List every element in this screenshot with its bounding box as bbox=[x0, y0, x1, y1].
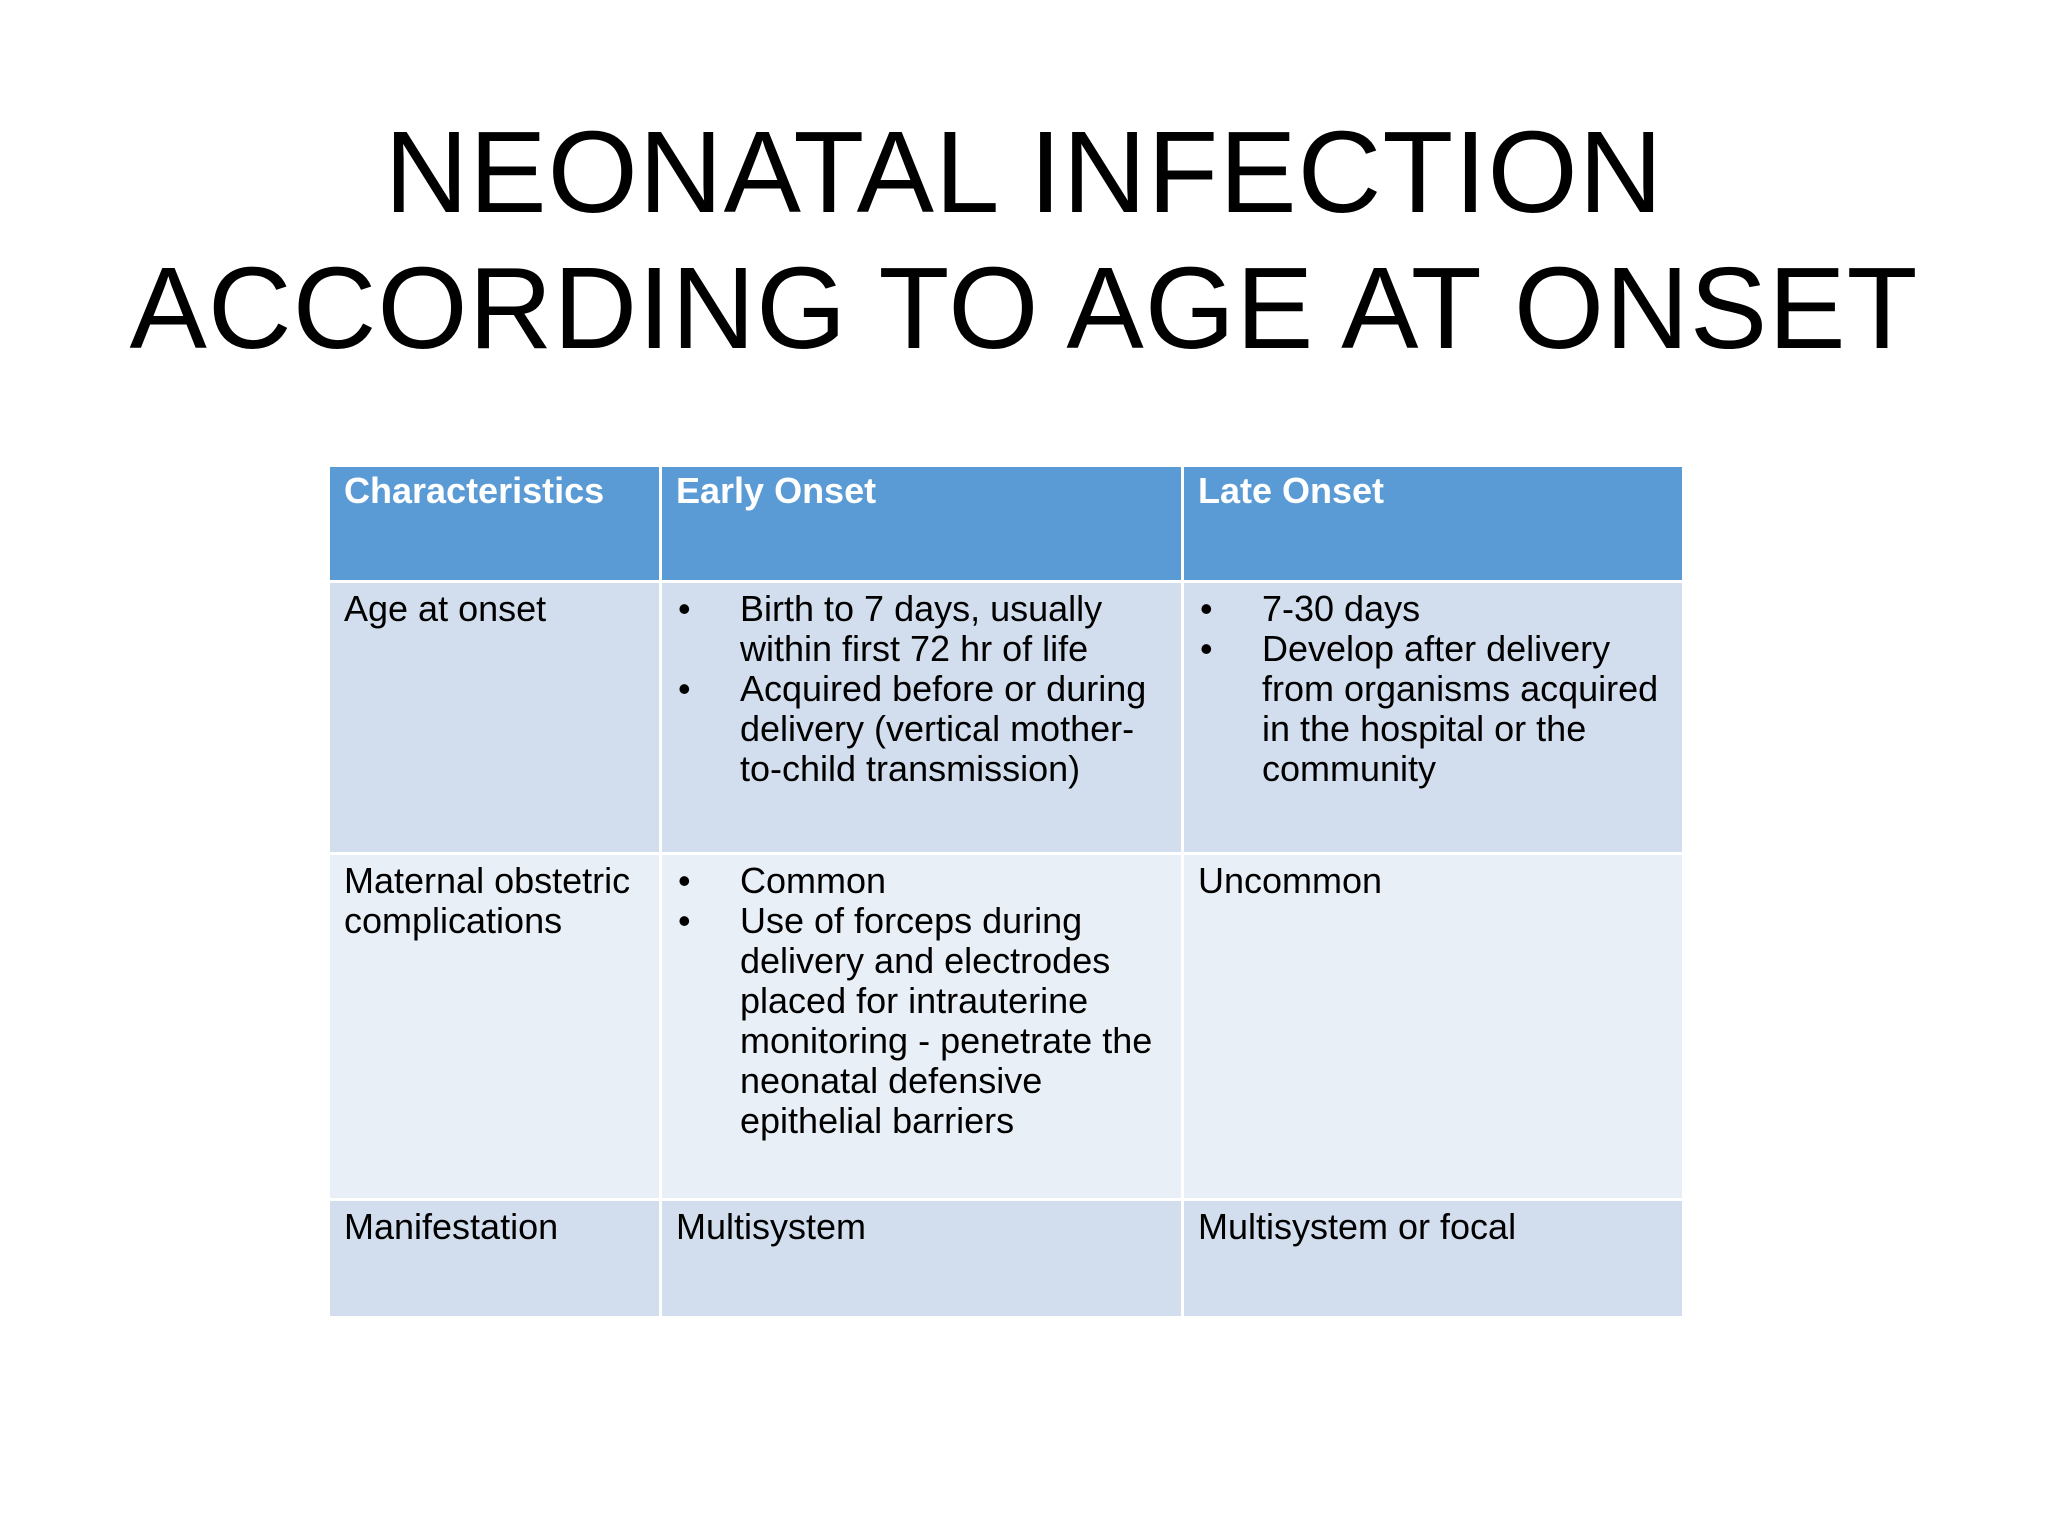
characteristic-cell: Maternal obstetric complications bbox=[329, 854, 661, 1200]
characteristic-cell: Manifestation bbox=[329, 1200, 661, 1318]
table-row bbox=[329, 854, 1684, 1200]
late-onset-cell: Multisystem or focal bbox=[1183, 1200, 1684, 1318]
header-late-onset: Late Onset bbox=[1183, 466, 1684, 582]
table-header-row bbox=[329, 466, 1684, 582]
early-onset-cell bbox=[661, 854, 1183, 1200]
list-item: • Use of forceps during delivery and electrodes placed for intrauterine monitoring - penetrate the neonatal defensive epithelial barriers bbox=[676, 901, 1167, 1141]
neonatal-onset-table bbox=[327, 464, 1685, 1319]
slide-title bbox=[0, 104, 2048, 376]
early-onset-list bbox=[676, 861, 1167, 1141]
late-onset-cell: Uncommon bbox=[1183, 854, 1684, 1200]
late-onset-list bbox=[1198, 589, 1668, 789]
table-row bbox=[329, 582, 1684, 854]
title-line-1: NEONATAL INFECTION bbox=[384, 107, 1664, 237]
early-onset-list bbox=[676, 589, 1167, 789]
early-onset-cell bbox=[661, 582, 1183, 854]
list-item: • Acquired before or during delivery (vertical mother-to-child transmission) bbox=[676, 669, 1167, 789]
list-item: • Common bbox=[676, 861, 1167, 901]
list-item: • Birth to 7 days, usually within first 72 hr of life bbox=[676, 589, 1167, 669]
header-characteristics: Characteristics bbox=[329, 466, 661, 582]
header-early-onset: Early Onset bbox=[661, 466, 1183, 582]
table-row bbox=[329, 1200, 1684, 1318]
list-item: • 7-30 days bbox=[1198, 589, 1668, 629]
early-onset-cell: Multisystem bbox=[661, 1200, 1183, 1318]
late-onset-cell bbox=[1183, 582, 1684, 854]
characteristic-cell: Age at onset bbox=[329, 582, 661, 854]
list-item: • Develop after delivery from organisms acquired in the hospital or the community bbox=[1198, 629, 1668, 789]
title-line-2: ACCORDING TO AGE AT ONSET bbox=[129, 243, 1919, 373]
